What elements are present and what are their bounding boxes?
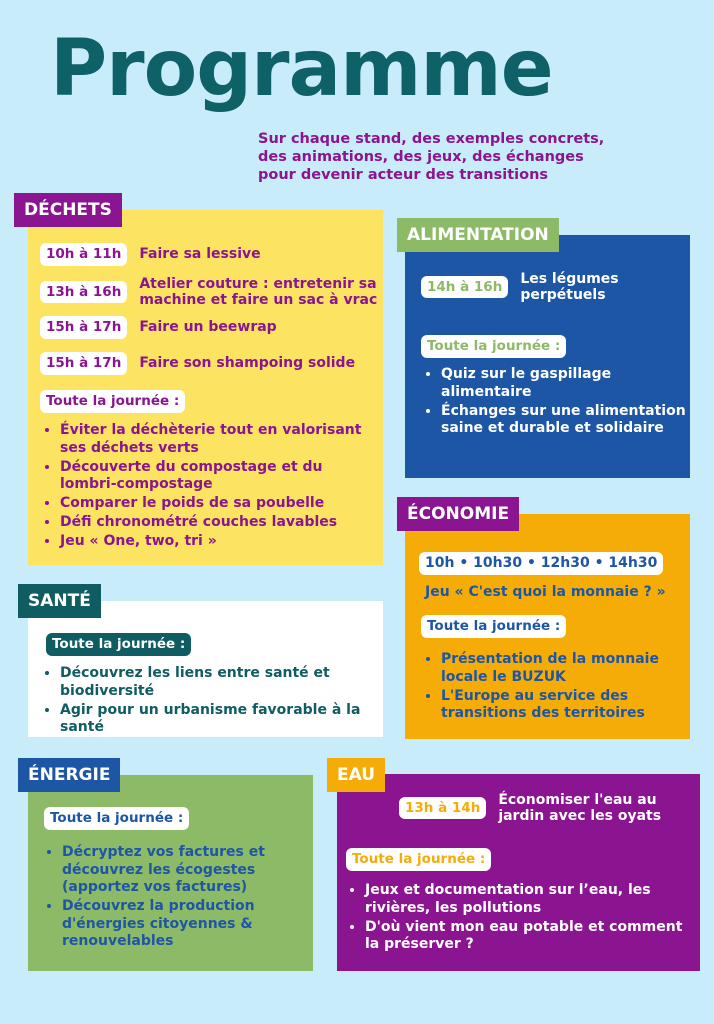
list-item: • L'Europe au service des transitions des territoires [441,688,696,723]
session-row [40,243,261,266]
list-item: • Décryptez vos factures et découvrez les écogestes (apportez vos factures) [62,844,317,897]
session-row [421,271,681,303]
section-tag: ÉNERGIE [18,758,120,792]
section-tag: DÉCHETS [14,193,122,227]
time-pill: 10h à 11h [40,243,127,266]
section-tag: EAU [327,758,385,792]
list-item: • D'où vient mon eau potable et comment la préserver ? [365,919,695,954]
allday-label: Toute la journée : [44,807,189,830]
times-pill: 10h • 10h30 • 12h30 • 14h30 [419,552,663,575]
section-economie [405,504,690,739]
list-item: • Défi chronométré couches lavables [60,514,380,532]
session-row [40,276,380,308]
allday-list [421,651,696,724]
allday-label: Toute la journée : [46,633,191,656]
section-tag: SANTÉ [18,584,101,618]
allday-row [44,807,189,830]
session-activity: Économiser l'eau au jardin avec les oyats [498,792,662,824]
section-dechets [24,200,383,565]
allday-row [46,633,191,656]
list-item: • Découvrez la production d'énergies citoyennes & renouvelables [62,898,317,951]
list-item: • Jeu « One, two, tri » [60,533,380,551]
section-energie [28,765,313,971]
allday-list [42,844,317,952]
session-row [40,316,277,339]
allday-row [421,615,566,638]
list-item: • Comparer le poids de sa poubelle [60,495,380,513]
section-alimentation [405,225,690,478]
subtitle-line: Sur chaque stand, des exemples concrets, [258,131,605,147]
time-pill: 13h à 16h [40,281,127,304]
section-tag: ALIMENTATION [397,218,559,252]
session-activity: Atelier couture : entretenir sa machine et faire un sac à vrac [139,276,378,308]
session-activity: Faire un beewrap [139,319,277,336]
session-row [40,352,355,375]
session-activity: Les légumes perpétuels [520,271,619,303]
session-activity: Faire son shampoing solide [139,355,356,372]
allday-row [421,335,566,358]
list-item: • Éviter la déchèterie tout en valorisant ses déchets verts [60,422,380,457]
allday-list [40,422,380,552]
allday-list [40,665,395,738]
time-pill: 15h à 17h [40,352,127,375]
list-item: • Jeux et documentation sur l’eau, les rivières, les pollutions [365,882,695,917]
allday-label: Toute la journée : [421,615,566,638]
list-item: • Agir pour un urbanisme favorable à la santé [60,702,395,737]
allday-label: Toute la journée : [421,335,566,358]
allday-label: Toute la journée : [40,390,185,413]
subtitle-line: pour devenir acteur des transitions [258,167,549,183]
time-pill: 13h à 14h [399,797,486,820]
section-sante [28,591,383,737]
list-item: • Présentation de la monnaie locale le BUZUK [441,651,696,686]
session-row [399,792,689,824]
page-subtitle [258,130,708,184]
allday-list [421,366,691,439]
list-item: • Échanges sur une alimentation saine et durable et solidaire [441,403,691,438]
section-tag: ÉCONOMIE [397,497,519,531]
list-item: • Découvrez les liens entre santé et biodiversité [60,665,395,700]
allday-row [40,390,185,413]
time-pill: 15h à 17h [40,316,127,339]
allday-label: Toute la journée : [346,848,491,871]
list-item: • Quiz sur le gaspillage alimentaire [441,366,691,401]
list-item: • Découverte du compostage et du lombri-compostage [60,459,380,494]
page-title: Programme [50,24,553,114]
section-eau [337,765,700,971]
session-activity: Faire sa lessive [139,246,261,263]
subtitle-line: des animations, des jeux, des échanges [258,149,584,165]
allday-row [346,848,491,871]
allday-list [345,882,695,955]
game-label: Jeu « C'est quoi la monnaie ? » [425,584,666,600]
times-row [419,552,663,575]
time-pill: 14h à 16h [421,276,508,299]
